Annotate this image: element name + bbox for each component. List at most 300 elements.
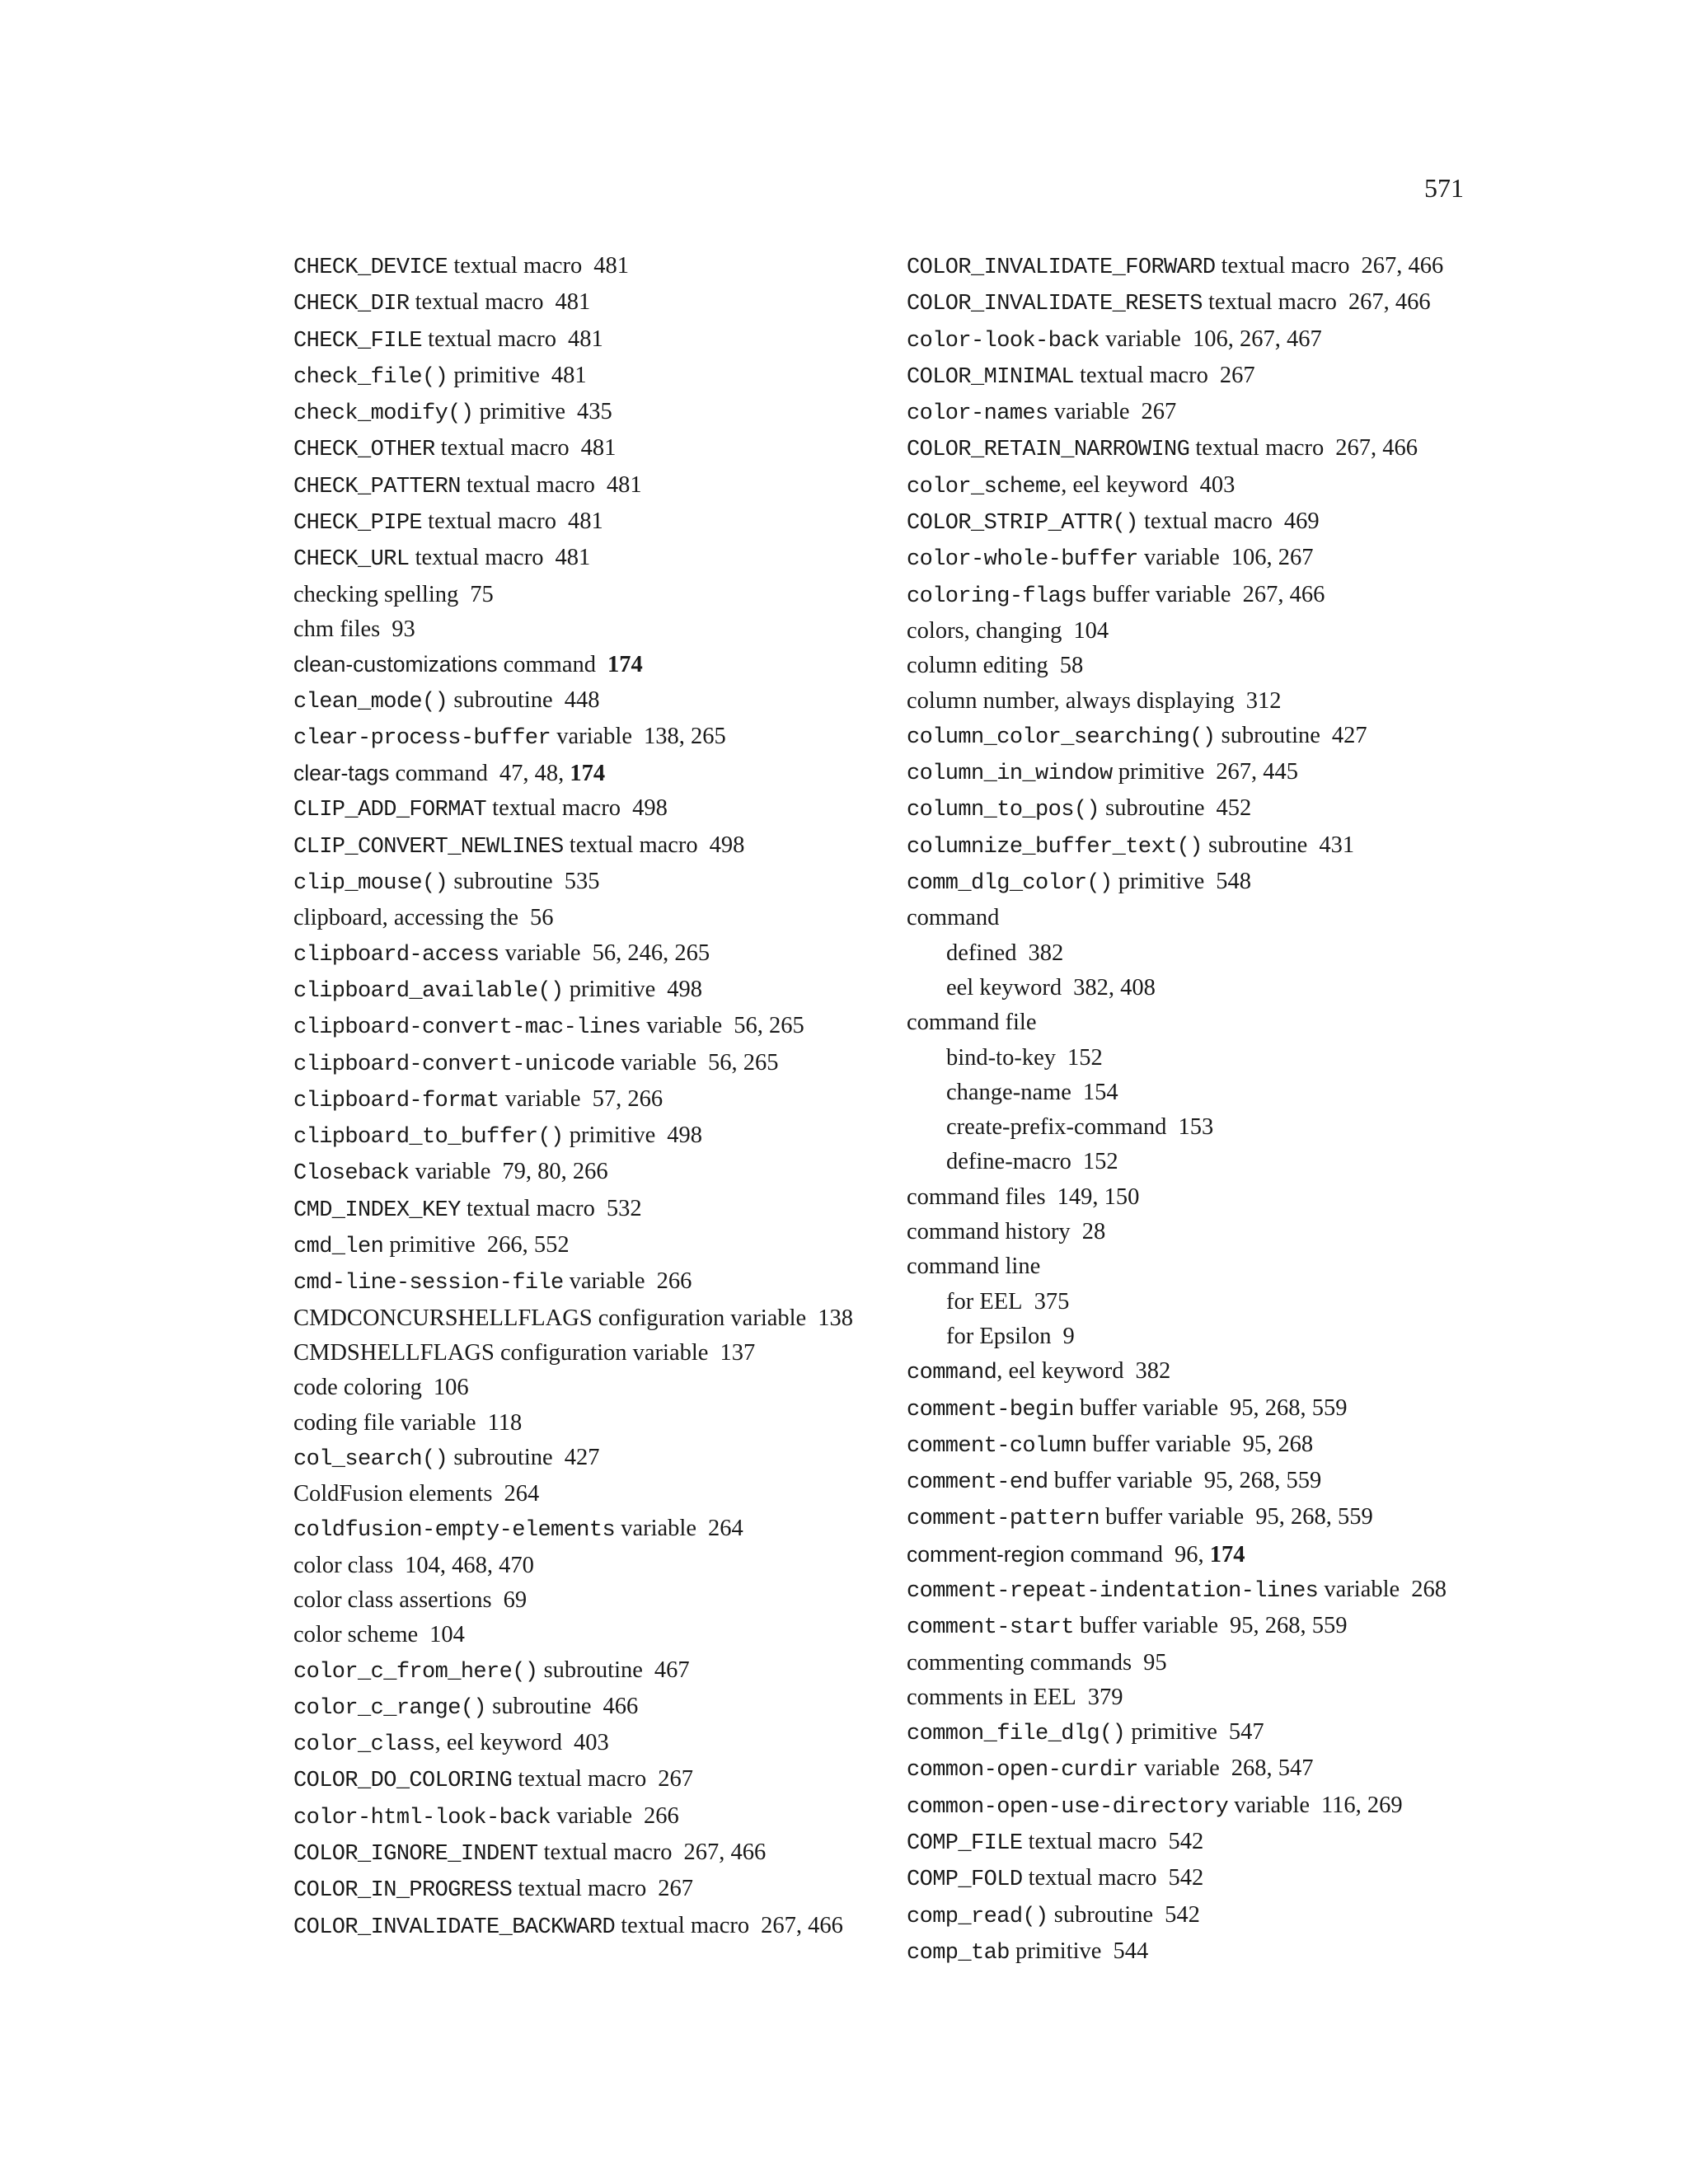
index-entry xyxy=(907,1572,1533,1609)
index-entry xyxy=(293,1549,920,1583)
index-term-code: CLIP_ADD_FORMAT xyxy=(293,798,487,823)
index-term-text: subroutine xyxy=(448,687,553,713)
index-term-text: variable xyxy=(563,1268,645,1295)
index-term-code: COMP_FILE xyxy=(907,1831,1023,1857)
page-refs: 149, 150 xyxy=(1057,1183,1140,1210)
index-term-text: textual macro xyxy=(1022,1829,1157,1855)
index-term-code: CLIP_CONVERT_NEWLINES xyxy=(293,834,564,860)
index-entry xyxy=(293,468,920,504)
page-references xyxy=(1220,363,1255,388)
page-refs: 153 xyxy=(1178,1114,1214,1141)
page-references xyxy=(1143,1650,1167,1675)
index-entry xyxy=(293,1301,920,1336)
page-refs: 267 xyxy=(1219,362,1255,388)
index-term-code: COLOR_INVALIDATE_FORWARD xyxy=(907,255,1216,280)
index-term-text: textual macro xyxy=(448,253,583,279)
index-term-text: variable xyxy=(1228,1792,1310,1818)
index-entry xyxy=(907,1249,1533,1284)
index-term-text: variable xyxy=(409,1159,491,1185)
index-entry xyxy=(293,1583,920,1618)
index-term-code: CHECK_URL xyxy=(293,547,410,573)
page-references xyxy=(1028,940,1063,966)
page-refs: 93 xyxy=(392,616,415,642)
page-references xyxy=(607,1196,642,1221)
index-term-text: command line xyxy=(907,1254,1041,1280)
index-subentry xyxy=(907,1285,1533,1319)
index-term-text: buffer variable xyxy=(1086,1431,1231,1457)
index-term-text: textual macro xyxy=(460,471,595,498)
index-term-text: define-macro xyxy=(946,1149,1071,1175)
index-term-text: variable xyxy=(551,1802,632,1829)
index-term-code: COLOR_IGNORE_INDENT xyxy=(293,1842,538,1868)
page-references xyxy=(1229,1719,1264,1745)
index-entry xyxy=(907,1180,1533,1215)
index-term-code: command xyxy=(907,1361,997,1386)
page-refs: 312 xyxy=(1245,687,1282,714)
page-refs: 481 xyxy=(593,253,629,279)
page-references xyxy=(1284,509,1320,534)
index-entry xyxy=(293,1264,920,1301)
index-term-text: CMDCONCURSHELLFLAGS configuration variable xyxy=(293,1305,807,1331)
index-entry xyxy=(293,612,920,647)
page-references xyxy=(1361,253,1443,279)
page-references xyxy=(1348,289,1431,315)
page-references xyxy=(658,1766,693,1792)
index-term-code: cmd_len xyxy=(293,1235,384,1260)
index-term-code: clipboard_to_buffer() xyxy=(293,1125,564,1151)
page-references xyxy=(607,652,643,677)
index-entry xyxy=(907,504,1533,541)
page-refs: 106, 267, 467 xyxy=(1192,326,1322,352)
index-entry xyxy=(293,1192,920,1228)
page-refs: 481 xyxy=(568,509,603,535)
page-references xyxy=(434,1375,469,1400)
page-refs: 267, 466 xyxy=(1348,289,1431,316)
index-term-text: primitive xyxy=(563,1122,656,1149)
index-entry xyxy=(907,1464,1533,1500)
index-term-code: columnize_buffer_text() xyxy=(907,834,1203,860)
page-references xyxy=(657,1268,692,1294)
index-term-text: textual macro xyxy=(615,1912,750,1938)
index-term-code: common_file_dlg() xyxy=(907,1722,1126,1747)
index-term-text: primitive xyxy=(1125,1719,1217,1746)
page-refs: 542 xyxy=(1165,1901,1200,1928)
page-references xyxy=(1321,1793,1403,1818)
index-column-left xyxy=(293,249,920,1945)
page-refs: 382 xyxy=(1028,940,1064,966)
index-entry xyxy=(293,431,920,467)
index-term-code: column_to_pos() xyxy=(907,798,1100,823)
page-references xyxy=(1246,688,1282,714)
page-refs: 268, 547 xyxy=(1231,1755,1314,1782)
index-term-text: eel keyword xyxy=(946,974,1062,1001)
index-entry xyxy=(907,719,1533,755)
index-term-text: textual macro xyxy=(537,1840,673,1866)
page-references xyxy=(1200,472,1236,498)
index-entry xyxy=(907,1751,1533,1788)
primary-page-ref: 174 xyxy=(1209,1541,1245,1568)
page-refs: 498 xyxy=(667,976,703,1002)
index-term-code: CHECK_FILE xyxy=(293,328,423,354)
page-refs: 403 xyxy=(573,1730,609,1756)
page-references xyxy=(1062,1324,1074,1349)
index-term-text: buffer variable xyxy=(1100,1504,1245,1530)
index-term-code: color-look-back xyxy=(907,328,1100,354)
page-references xyxy=(504,1481,539,1507)
index-term-text: primitive xyxy=(563,976,656,1002)
index-entry xyxy=(907,395,1533,431)
index-term-text: variable xyxy=(499,1085,581,1112)
index-entry xyxy=(293,1082,920,1118)
page-references xyxy=(565,1445,600,1470)
index-term-text: column editing xyxy=(907,653,1048,679)
index-term-text: for EEL xyxy=(946,1288,1023,1315)
index-term-text: defined xyxy=(946,940,1017,966)
index-term-code: comment-start xyxy=(907,1615,1074,1641)
index-term-code: col_search() xyxy=(293,1446,448,1472)
index-entry xyxy=(907,1500,1533,1536)
index-term-text: , eel keyword xyxy=(434,1730,562,1756)
index-term-command: clear-tags xyxy=(293,761,390,786)
page-references xyxy=(577,399,612,424)
index-subentry xyxy=(907,971,1533,1005)
index-term-code: color_c_range() xyxy=(293,1695,487,1721)
index-entry xyxy=(293,1046,920,1082)
index-entry xyxy=(293,1477,920,1511)
index-term-text: textual macro xyxy=(1022,1865,1157,1891)
index-entry xyxy=(907,649,1533,683)
page-refs: 28 xyxy=(1081,1219,1106,1245)
index-term-code: clear-process-buffer xyxy=(293,725,551,751)
index-term-text: create-prefix-command xyxy=(946,1114,1167,1141)
index-subentry xyxy=(907,1076,1533,1110)
index-term-text: command files xyxy=(907,1183,1046,1210)
index-term-text: variable xyxy=(1137,545,1220,571)
page-refs: 104, 468, 470 xyxy=(405,1552,534,1578)
index-entry xyxy=(293,1653,920,1690)
page-refs: 56, 246, 265 xyxy=(592,940,710,966)
index-entry xyxy=(293,1009,920,1045)
page-refs: 152 xyxy=(1067,1044,1103,1071)
index-term-text: textual macro xyxy=(460,1195,595,1221)
page-references xyxy=(1243,582,1325,607)
index-entry xyxy=(293,1872,920,1908)
page-references xyxy=(504,1587,528,1613)
page-references xyxy=(644,1803,679,1829)
index-term-code: comment-column xyxy=(907,1433,1087,1459)
index-term-text: code coloring xyxy=(293,1375,422,1401)
index-term-code: clipboard-access xyxy=(293,942,499,968)
index-term-text: variable xyxy=(1100,326,1181,352)
page-refs: 466 xyxy=(603,1693,639,1719)
page-references xyxy=(1217,795,1252,821)
page-refs: 95, 268, 559 xyxy=(1229,1613,1348,1639)
index-column-right xyxy=(907,249,1533,1971)
index-entry xyxy=(293,683,920,719)
index-entry xyxy=(293,791,920,827)
index-entry xyxy=(293,1155,920,1191)
page-refs: 535 xyxy=(564,869,600,895)
index-term-text: variable xyxy=(1048,399,1130,425)
index-term-text: subroutine xyxy=(1215,722,1320,748)
index-term-text: variable xyxy=(640,1013,723,1039)
page-references xyxy=(1113,1938,1148,1964)
page-refs: 152 xyxy=(1082,1149,1118,1175)
page-refs: 498 xyxy=(667,1122,703,1149)
page-references xyxy=(530,905,554,930)
index-entry xyxy=(293,249,920,285)
index-term-code: COLOR_MINIMAL xyxy=(907,364,1074,390)
index-term-text: buffer variable xyxy=(1086,581,1231,607)
page-references xyxy=(593,940,710,966)
index-term-code: Closeback xyxy=(293,1161,410,1187)
index-term-text: variable xyxy=(1318,1576,1400,1602)
index-term-text: column number, always displaying xyxy=(907,687,1235,714)
index-entry xyxy=(293,285,920,321)
page-references xyxy=(708,1516,743,1541)
index-term-text: buffer variable xyxy=(1048,1468,1193,1494)
index-term-text: textual macro xyxy=(512,1766,647,1793)
page-references xyxy=(555,545,590,570)
index-entry xyxy=(907,1391,1533,1427)
index-term-text: buffer variable xyxy=(1073,1613,1218,1639)
page-refs: 268 xyxy=(1411,1576,1447,1602)
index-entry xyxy=(907,578,1533,614)
index-entry xyxy=(907,755,1533,791)
page-references xyxy=(603,1694,639,1719)
index-entry xyxy=(293,1228,920,1264)
page-refs: 266 xyxy=(643,1802,679,1829)
index-term-text: comments in EEL xyxy=(907,1684,1076,1710)
page-references xyxy=(487,1232,570,1258)
index-term-text: command xyxy=(907,905,1000,931)
page-references xyxy=(644,724,726,749)
page-refs: 154 xyxy=(1082,1079,1118,1105)
page-references xyxy=(1332,723,1367,748)
index-subentry xyxy=(907,1145,1533,1179)
page-refs: 403 xyxy=(1199,471,1236,498)
index-term-text: textual macro xyxy=(422,509,557,535)
page-refs: 427 xyxy=(564,1444,600,1470)
index-entry xyxy=(293,504,920,541)
page-refs: 481 xyxy=(568,326,603,352)
index-entry xyxy=(293,1511,920,1548)
index-term-command: comment-region xyxy=(907,1541,1065,1567)
index-term-text: textual macro xyxy=(1073,362,1208,388)
page-refs: 95, 268, 559 xyxy=(1255,1504,1373,1530)
index-term-code: color_c_from_here() xyxy=(293,1659,538,1685)
index-term-code: comment-end xyxy=(907,1470,1048,1496)
index-term-code: COLOR_IN_PROGRESS xyxy=(293,1878,513,1904)
page-references xyxy=(1319,832,1354,858)
index-term-text: checking spelling xyxy=(293,581,459,607)
index-term-code: COLOR_INVALIDATE_BACKWARD xyxy=(293,1915,616,1940)
index-term-code: check_modify() xyxy=(293,401,474,427)
page-refs: 267 xyxy=(658,1766,694,1793)
page-refs: 547 xyxy=(1228,1719,1264,1746)
index-entry xyxy=(293,1118,920,1155)
index-term-text: textual macro xyxy=(422,326,557,352)
index-term-code: clipboard_available() xyxy=(293,978,564,1004)
page-references xyxy=(667,1122,702,1148)
page-references xyxy=(555,289,590,315)
page-refs: 47, 48, xyxy=(499,761,570,787)
index-term-code: column_in_window xyxy=(907,762,1113,787)
page-references xyxy=(1411,1577,1447,1602)
page-refs: 56 xyxy=(530,905,554,931)
page-refs: 104 xyxy=(1073,617,1109,644)
page-refs: 58 xyxy=(1059,653,1084,679)
index-entry xyxy=(293,828,920,865)
page-refs: 118 xyxy=(487,1409,523,1436)
page-references xyxy=(683,1840,766,1865)
page-references xyxy=(761,1913,843,1938)
index-entry xyxy=(907,791,1533,827)
index-entry xyxy=(293,1762,920,1798)
index-entry xyxy=(907,249,1533,285)
index-term-text: subroutine xyxy=(1100,795,1205,822)
index-term-text: textual macro xyxy=(1215,253,1350,279)
page-refs: 452 xyxy=(1216,795,1252,822)
index-term-code: common-open-curdir xyxy=(907,1758,1138,1783)
index-term-code: COMP_FOLD xyxy=(907,1868,1023,1893)
page-references xyxy=(1034,1289,1070,1315)
index-entry xyxy=(907,359,1533,395)
index-term-code: clip_mouse() xyxy=(293,871,448,897)
page-references xyxy=(593,253,629,279)
page-references xyxy=(1088,1685,1123,1710)
index-entry xyxy=(293,1406,920,1441)
page-references xyxy=(1178,1114,1213,1140)
page-refs: 481 xyxy=(555,545,591,571)
index-term-text: variable xyxy=(615,1049,696,1076)
index-entry xyxy=(907,322,1533,359)
index-entry xyxy=(907,285,1533,321)
page-references xyxy=(654,1657,690,1683)
index-entry xyxy=(907,1680,1533,1715)
page-references xyxy=(1175,1542,1245,1568)
page-references xyxy=(1165,1902,1200,1928)
index-entry xyxy=(907,1788,1533,1825)
index-term-code: clipboard-convert-unicode xyxy=(293,1052,616,1077)
page-references xyxy=(1073,618,1109,644)
index-entry xyxy=(293,1690,920,1726)
page-references xyxy=(1230,1395,1348,1421)
index-entry xyxy=(293,1909,920,1945)
index-term-code: color_scheme xyxy=(907,474,1062,499)
index-term-text: primitive xyxy=(473,399,566,425)
page-references xyxy=(1231,1755,1314,1781)
page-refs: 95, 268, 559 xyxy=(1229,1394,1348,1421)
index-term-code: COLOR_DO_COLORING xyxy=(293,1769,513,1794)
index-term-text: primitive xyxy=(1112,869,1205,895)
index-term-text: color scheme xyxy=(293,1622,419,1648)
page-references xyxy=(568,326,603,352)
index-entry xyxy=(907,865,1533,901)
page-references xyxy=(1335,435,1418,461)
page-references xyxy=(1231,545,1314,570)
index-entry xyxy=(907,614,1533,649)
page-references xyxy=(632,795,668,821)
index-term-text: , eel keyword xyxy=(996,1358,1124,1385)
index-entry xyxy=(293,1799,920,1835)
index-term-text: ColdFusion elements xyxy=(293,1481,493,1507)
page-refs: 379 xyxy=(1087,1684,1123,1710)
index-term-code: CHECK_PIPE xyxy=(293,511,423,537)
index-entry xyxy=(907,1609,1533,1645)
page-refs: 95, 268, 559 xyxy=(1203,1468,1322,1494)
page-references xyxy=(1083,1149,1118,1174)
index-term-text: subroutine xyxy=(448,869,553,895)
page-refs: 267, 466 xyxy=(1361,253,1444,279)
index-term-text: subroutine xyxy=(1048,1901,1154,1928)
index-entry xyxy=(907,541,1533,577)
index-term-code: comp_tab xyxy=(907,1940,1010,1966)
page-references xyxy=(1067,1045,1103,1071)
index-entry xyxy=(907,1427,1533,1464)
page-refs: 375 xyxy=(1034,1288,1070,1315)
index-entry xyxy=(907,1537,1533,1572)
index-entry xyxy=(293,541,920,577)
page-refs: 267, 466 xyxy=(1242,581,1325,607)
index-term-text: , eel keyword xyxy=(1061,471,1189,498)
page-references xyxy=(818,1305,853,1331)
page-references xyxy=(405,1553,534,1578)
index-entry xyxy=(907,901,1533,935)
index-term-text: color class assertions xyxy=(293,1586,492,1613)
page-refs: 137 xyxy=(720,1339,756,1366)
page-refs: 498 xyxy=(632,795,668,822)
page-refs: 542 xyxy=(1168,1829,1204,1855)
page-refs: 544 xyxy=(1113,1938,1149,1964)
page-refs: 75 xyxy=(470,581,494,607)
index-entry xyxy=(907,1898,1533,1934)
primary-page-ref: 174 xyxy=(607,652,643,678)
index-term-code: coloring-flags xyxy=(907,583,1087,609)
page-refs: 481 xyxy=(606,471,642,498)
index-entry xyxy=(293,1371,920,1405)
page-refs: 96, xyxy=(1174,1541,1210,1568)
page-refs: 9 xyxy=(1062,1323,1075,1349)
index-subentry xyxy=(907,936,1533,971)
index-term-code: CHECK_DEVICE xyxy=(293,255,448,280)
index-entry xyxy=(293,901,920,935)
index-term-text: buffer variable xyxy=(1073,1394,1218,1421)
index-term-code: column_color_searching() xyxy=(907,724,1216,750)
index-entry xyxy=(907,828,1533,865)
page-refs: 138, 265 xyxy=(643,723,726,749)
index-term-text: colors, changing xyxy=(907,617,1062,644)
index-entry xyxy=(293,578,920,612)
page-references xyxy=(581,435,617,461)
index-entry xyxy=(293,322,920,359)
page-references xyxy=(1057,1184,1140,1210)
page-references xyxy=(551,363,587,388)
index-term-text: subroutine xyxy=(1202,832,1308,858)
index-term-code: COLOR_RETAIN_NARROWING xyxy=(907,438,1190,463)
page-refs: 267 xyxy=(658,1876,694,1902)
index-term-code: color_class xyxy=(293,1732,435,1758)
index-term-text: variable xyxy=(551,723,632,749)
page-refs: 469 xyxy=(1283,509,1320,535)
page-refs: 481 xyxy=(555,289,591,316)
page-refs: 266 xyxy=(656,1268,692,1295)
index-entry xyxy=(907,431,1533,467)
index-term-text: command file xyxy=(907,1010,1037,1036)
index-entry xyxy=(907,1215,1533,1249)
index-entry xyxy=(293,359,920,395)
index-subentry xyxy=(907,1041,1533,1076)
